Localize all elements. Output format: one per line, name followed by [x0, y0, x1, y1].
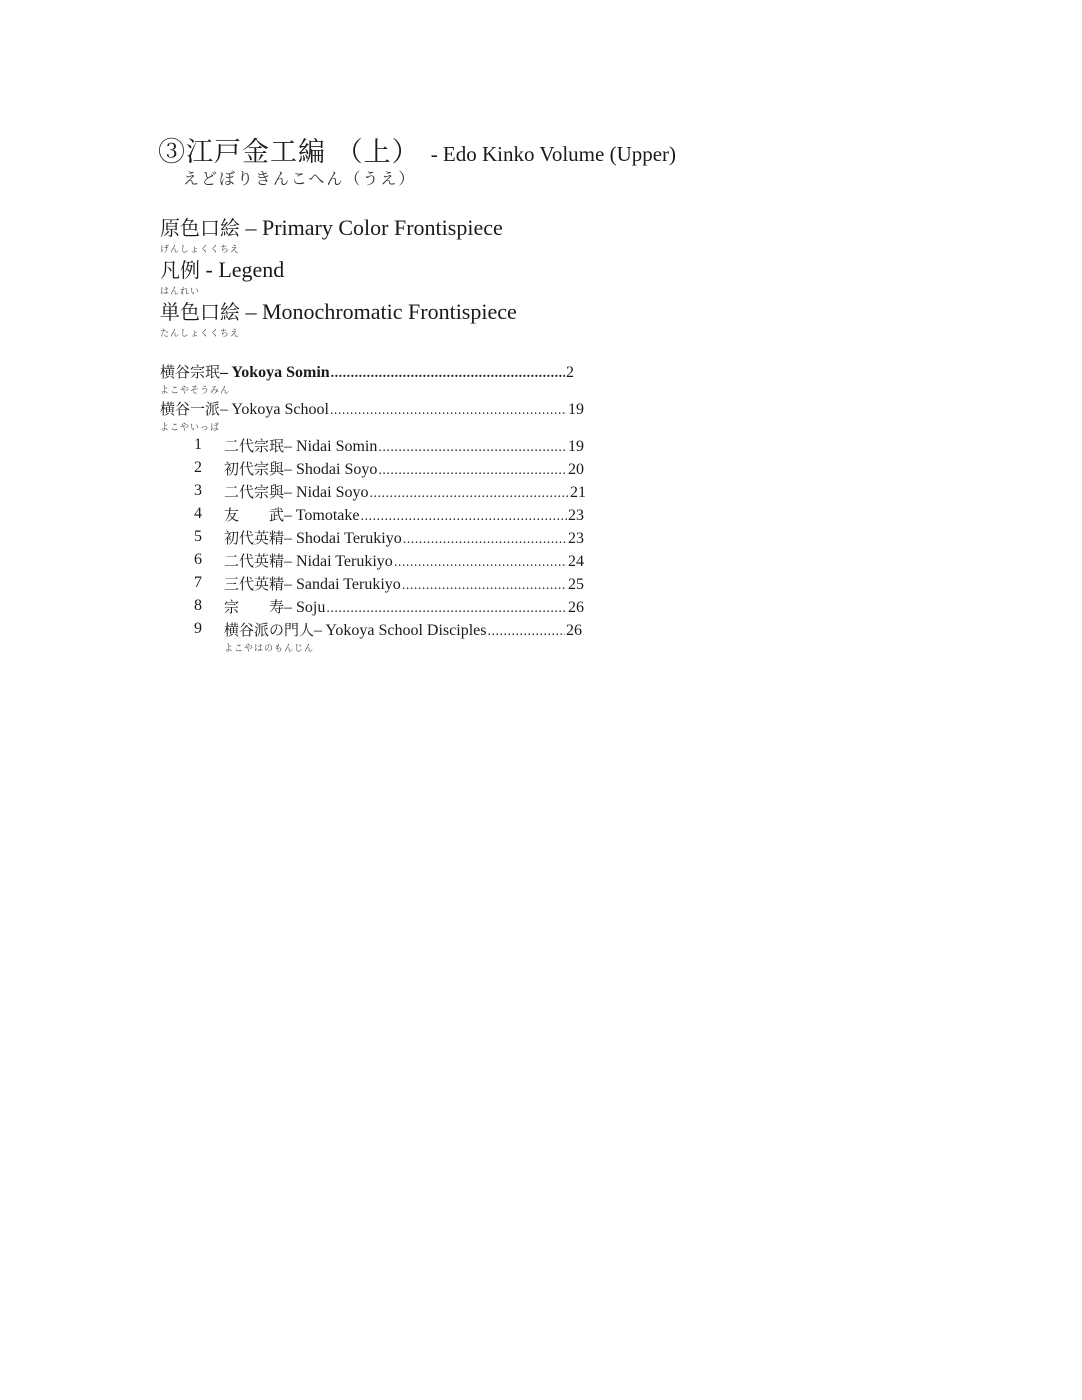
section-reading: はんれい	[160, 287, 201, 297]
toc-subentry	[224, 550, 584, 571]
toc-sub-number: 2	[194, 459, 202, 476]
toc-page-number: 24	[568, 553, 584, 570]
toc-entry-label-english: – Yokoya School Disciples	[314, 622, 487, 639]
toc-sub-number: 1	[194, 436, 202, 453]
toc-entry-label-japanese: 二代英精	[224, 552, 285, 570]
toc-entry-label-japanese: 初代英精	[224, 529, 285, 547]
toc-sub-number: 9	[194, 620, 202, 637]
toc-page-number: 20	[568, 461, 584, 478]
section-label-english: - Legend	[200, 257, 285, 282]
toc-entry-yokoya-school	[160, 398, 584, 419]
section-legend	[160, 254, 284, 283]
toc-subentry	[224, 573, 584, 594]
toc-entry-label-english: – Nidai Somin	[284, 438, 378, 455]
section-label-english: – Primary Color Frontispiece	[240, 215, 503, 240]
toc-entry-label-english: – Yokoya Somin	[220, 364, 330, 381]
dot-leader	[378, 440, 567, 456]
toc-entry-label-japanese: 三代英精	[224, 575, 285, 593]
section-primary-color-frontispiece	[160, 212, 503, 241]
toc-subentry	[224, 435, 584, 456]
toc-subentry	[224, 458, 584, 479]
toc-entry-label-japanese: 横谷宗珉	[160, 363, 221, 381]
dot-leader	[487, 624, 565, 640]
dot-leader	[402, 578, 567, 594]
toc-sub-number: 3	[194, 482, 202, 499]
toc-sub-number: 6	[194, 551, 202, 568]
dot-leader	[369, 486, 569, 502]
toc-entry-label-english: – Shodai Terukiyo	[284, 530, 402, 547]
toc-entry-label-japanese: 初代宗與	[224, 460, 285, 478]
toc-sub-number: 5	[194, 528, 202, 545]
toc-subentry	[224, 619, 582, 640]
toc-subentry	[224, 504, 584, 525]
toc-page-number: 26	[566, 622, 582, 639]
toc-entry-label-english: – Tomotake	[284, 507, 360, 524]
volume-title-japanese: ③江戸金工編 （上）	[158, 137, 420, 168]
toc-subentry	[224, 527, 584, 548]
toc-page-number: 2	[566, 364, 574, 381]
volume-title	[158, 130, 676, 169]
toc-entry-label-japanese: 二代宗與	[224, 483, 285, 501]
dot-leader	[378, 463, 567, 479]
section-label-japanese: 単色口絵	[160, 300, 240, 324]
volume-title-reading: えどぼりきんこへん（うえ）	[183, 169, 417, 188]
toc-page-number: 19	[568, 401, 584, 418]
toc-entry-reading: よこやいっぱ	[160, 423, 221, 433]
section-reading: たんしょくくちえ	[160, 329, 241, 339]
dot-leader	[360, 509, 567, 525]
dot-leader	[403, 532, 567, 548]
dot-leader	[331, 366, 565, 382]
toc-entry-yokoya-somin	[160, 361, 574, 382]
section-monochromatic-frontispiece	[160, 296, 517, 325]
section-label-english: – Monochromatic Frontispiece	[240, 299, 517, 324]
dot-leader	[330, 403, 567, 419]
toc-page-number: 23	[568, 530, 584, 547]
toc-entry-reading: よこやはのもんじん	[224, 644, 315, 654]
toc-page-number: 26	[568, 599, 584, 616]
toc-sub-number: 7	[194, 574, 202, 591]
toc-page-number: 19	[568, 438, 584, 455]
toc-subentry	[224, 596, 584, 617]
toc-subentry	[224, 481, 586, 502]
section-label-japanese: 凡例	[160, 258, 200, 282]
toc-entry-label-japanese: 宗 寿	[224, 598, 285, 616]
volume-title-english: - Edo Kinko Volume (Upper)	[430, 142, 677, 166]
toc-entry-label-japanese: 横谷一派	[160, 400, 221, 418]
toc-sub-number: 8	[194, 597, 202, 614]
toc-entry-label-japanese: 横谷派の門人	[224, 621, 315, 639]
toc-entry-label-english: – Shodai Soyo	[284, 461, 378, 478]
dot-leader	[394, 555, 567, 571]
toc-entry-label-english: – Sandai Terukiyo	[284, 576, 401, 593]
toc-page-number: 23	[568, 507, 584, 524]
toc-entry-label-english: – Soju	[284, 599, 326, 616]
section-reading: げんしょくくちえ	[160, 245, 241, 255]
toc-entry-label-english: – Nidai Soyo	[284, 484, 369, 501]
toc-entry-label-english: – Yokoya School	[220, 401, 329, 418]
toc-sub-number: 4	[194, 505, 202, 522]
toc-entry-reading: よこやそうみん	[160, 386, 231, 396]
dot-leader	[326, 601, 567, 617]
toc-page-number: 21	[570, 484, 586, 501]
toc-entry-label-japanese: 二代宗珉	[224, 437, 285, 455]
section-label-japanese: 原色口絵	[160, 216, 240, 240]
toc-entry-label-japanese: 友 武	[224, 506, 285, 524]
toc-page-number: 25	[568, 576, 584, 593]
toc-entry-label-english: – Nidai Terukiyo	[284, 553, 393, 570]
